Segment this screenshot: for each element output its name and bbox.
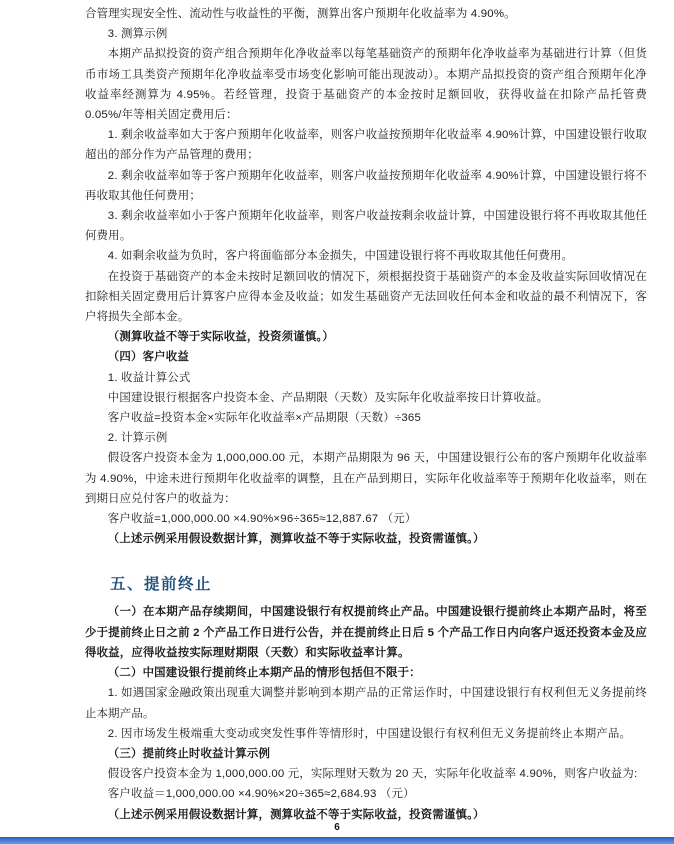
paragraph: 假设客户投资本金为 1,000,000.00 元，实际理财天数为 20 天，实际年化收益率 4.90%，则客户收益为:: [107, 768, 638, 781]
paragraph: 1. 收益计算公式: [107, 371, 191, 384]
subsection-paragraph: （一）在本期产品存续期间，中国建设银行有权提前终止产品。中国建设银行提前终止本期产品时，将至少于提前终止日之前 2 个产品工作日进行公告，并在提前终止日后 5 个产品工作日内向客户返还投资本金及应得收益，应得收益按实际理财期限（天数）和实际收益率计算。: [85, 606, 647, 659]
paragraph: 2. 剩余收益率如等于客户预期年化收益率，则客户收益按预期年化收益率 4.90%计算，中国建设银行将不再收取其他任何费用；: [85, 169, 647, 202]
subsection-heading: （二）中国建设银行提前终止本期产品的情形包括但不限于：: [107, 667, 421, 680]
paragraph: 3. 测算示例: [107, 28, 168, 41]
formula: 客户收益=1,000,000.00 ×4.90%×96÷365≈12,887.67 （元）: [107, 513, 417, 526]
risk-warning: （上述示例采用假设数据计算，测算收益不等于实际收益，投资需谨慎。）: [107, 533, 485, 546]
paragraph: 1. 剩余收益率如大于客户预期年化收益率，则客户收益按预期年化收益率 4.90%计算，中国建设银行收取超出的部分作为产品管理的费用；: [85, 129, 647, 162]
document-body: [85, 4, 647, 825]
paragraph: 假设客户投资本金为 1,000,000.00 元，本期产品期限为 96 天，中国建设银行公布的客户预期年化收益率为 4.90%，中途未进行预期年化收益率的调整，且在产品到期日，实际年化收益率等于预期年化收益率，则在到期日应兑付客户的收益为：: [85, 452, 647, 505]
section-heading: 五、提前终止: [110, 576, 213, 594]
subsection-heading: （三）提前终止时收益计算示例: [107, 747, 271, 760]
risk-warning: （上述示例采用假设数据计算，测算收益不等于实际收益，投资需谨慎。）: [107, 808, 485, 821]
paragraph: 1. 如遇国家金融政策出现重大调整并影响到本期产品的正常运作时，中国建设银行有权利但无义务提前终止本期产品。: [85, 687, 647, 720]
paragraph: 4. 如剩余收益为负时，客户将面临部分本金损失，中国建设银行将不再收取其他任何费用。: [107, 250, 574, 263]
page-number: 6: [334, 822, 340, 833]
risk-warning: （测算收益不等于实际收益，投资须谨慎。）: [107, 331, 334, 344]
paragraph: 在投资于基础资产的本金未按时足额回收的情况下，须根据投资于基础资产的本金及收益实际回收情况在扣除相关固定费用后计算客户应得本金及收益；如发生基础资产无法回收任何本金和收益的最不利情况下，客户将损失全部本金。: [85, 270, 647, 324]
paragraph: 本期产品拟投资的资产组合预期年化净收益率以每笔基础资产的预期年化净收益率为基础进行计算（但货币市场工具类资产预期年化净收益率受市场变化影响可能出现波动）。本期产品拟投资的资产组合预期年化净收益率经测算为 4.95%。若经管理，投资于基础资产的本金按时足额回收，获得收益在扣除产品托管费 0.05%/年等相关固定费用后：: [85, 48, 647, 122]
paragraph: 2. 因市场发生极端重大变动或突发性事件等情形时，中国建设银行有权利但无义务提前终止本期产品。: [107, 727, 632, 740]
formula: 客户收益=投资本金×实际年化收益率×产品期限（天数）÷365: [107, 412, 421, 425]
paragraph: 2. 计算示例: [107, 432, 168, 445]
paragraph: 3. 剩余收益率如小于客户预期年化收益率，则客户收益按剩余收益计算，中国建设银行将不再收取其他任何费用。: [85, 210, 647, 243]
paragraph: 中国建设银行根据客户投资本金、产品期限（天数）及实际年化收益率按日计算收益。: [107, 391, 549, 404]
footer-accent-bar: [0, 837, 674, 844]
formula: 客户收益＝1,000,000.00 ×4.90%×20÷365≈2,684.93 （元）: [107, 788, 415, 801]
paragraph: 合管理实现安全性、流动性与收益性的平衡，测算出客户预期年化收益率为 4.90%。: [85, 8, 516, 20]
subsection-heading: （四）客户收益: [107, 351, 189, 364]
